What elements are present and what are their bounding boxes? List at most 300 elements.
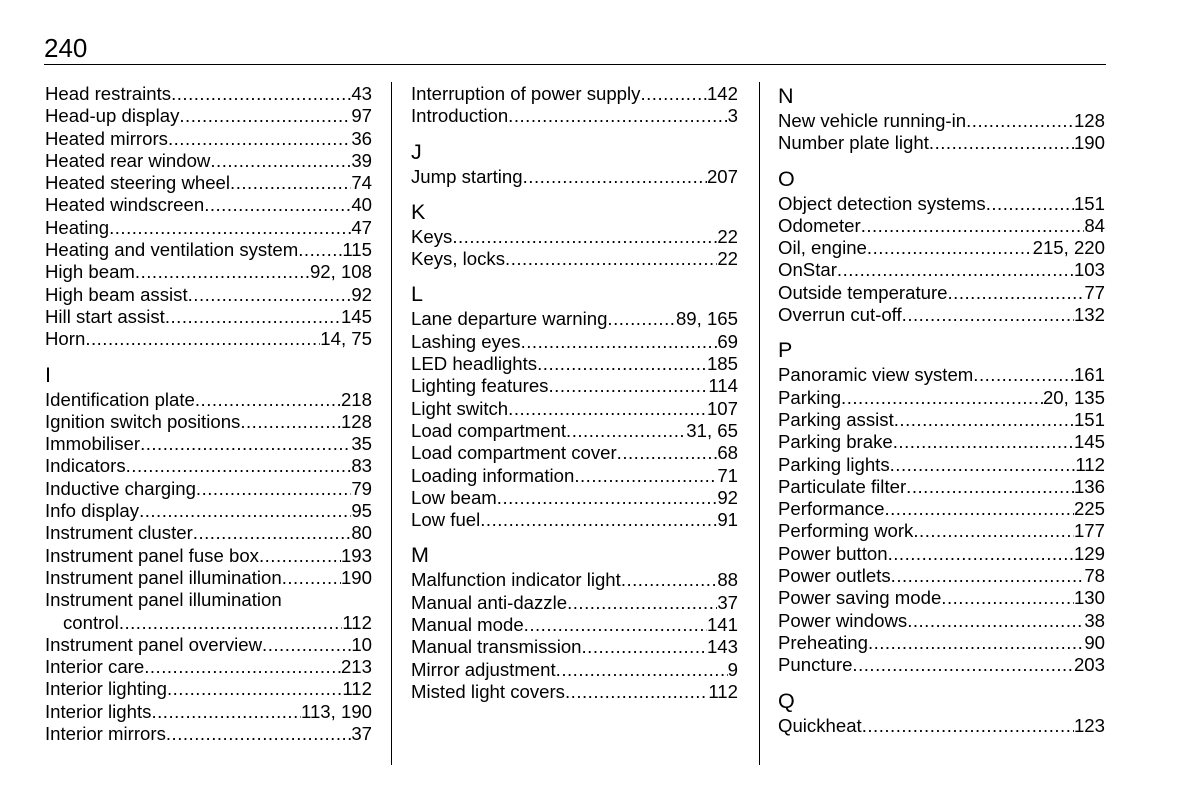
dot-leader — [497, 487, 718, 509]
section-letter: P — [778, 338, 793, 363]
index-term: Lighting features — [411, 375, 549, 397]
index-term: Immobiliser — [45, 433, 141, 455]
column-divider — [391, 82, 392, 765]
index-entry — [45, 545, 372, 567]
index-term: Info display — [45, 500, 140, 522]
dot-leader — [582, 636, 707, 658]
index-entry — [45, 411, 372, 433]
index-term: Malfunction indicator light — [411, 569, 621, 591]
page-reference: 112 — [342, 678, 372, 700]
index-entry — [45, 522, 372, 544]
section-letter: K — [411, 199, 426, 224]
page-reference: 77 — [1084, 281, 1105, 303]
page-reference: 3 — [727, 105, 738, 127]
index-term: Instrument cluster — [45, 522, 193, 544]
page-reference: 185 — [706, 353, 738, 375]
dot-leader — [204, 194, 351, 216]
dot-leader — [862, 715, 1074, 737]
page-reference: 225 — [1073, 498, 1105, 520]
index-term: Particulate filter — [778, 475, 907, 497]
index-entry — [45, 678, 372, 700]
index-entry — [778, 132, 1105, 154]
section-letter: I — [45, 362, 51, 387]
page-reference: 143 — [706, 636, 738, 658]
index-term: Heated mirrors — [45, 127, 168, 149]
page-reference: 39 — [351, 149, 372, 171]
page-reference: 151 — [1073, 408, 1105, 430]
index-term: Power saving mode — [778, 587, 942, 609]
index-term: Indicators — [45, 455, 126, 477]
page-reference: 92, 108 — [309, 261, 372, 283]
index-term: High beam — [45, 261, 135, 283]
dot-leader — [913, 520, 1074, 542]
index-entry — [778, 110, 1105, 132]
page-reference: 9 — [727, 658, 738, 680]
index-entry — [778, 237, 1105, 259]
dot-leader — [524, 614, 707, 636]
section-letter: M — [411, 543, 429, 568]
dot-leader — [151, 701, 301, 723]
index-entry — [411, 105, 738, 127]
dot-leader — [894, 409, 1074, 431]
index-entry — [45, 328, 372, 350]
index-term: Ignition switch positions — [45, 410, 241, 432]
page-number: 240 — [44, 33, 88, 63]
dot-leader — [139, 500, 351, 522]
page-reference: 47 — [351, 216, 372, 238]
page-reference: 213 — [340, 656, 372, 678]
index-column-3 — [778, 83, 1105, 737]
page-reference: 91 — [717, 509, 738, 531]
index-term: Outside temperature — [778, 281, 948, 303]
index-term: Heating and ventilation system — [45, 239, 299, 261]
index-entry — [411, 248, 738, 270]
index-term: Parking — [778, 386, 842, 408]
index-entry — [778, 632, 1105, 654]
dot-leader — [109, 217, 351, 239]
dot-leader — [179, 105, 351, 127]
index-term: Inductive charging — [45, 477, 196, 499]
index-entry — [45, 567, 372, 589]
dot-leader — [168, 128, 351, 150]
dot-leader — [852, 654, 1074, 676]
dot-leader — [548, 375, 708, 397]
index-column-2 — [411, 83, 738, 703]
index-term: Object detection systems — [778, 192, 986, 214]
page-reference: 207 — [706, 165, 738, 187]
page-reference: 74 — [351, 172, 372, 194]
index-entry — [411, 487, 738, 509]
dot-leader — [929, 132, 1074, 154]
dot-leader — [144, 656, 341, 678]
page-reference: 69 — [717, 330, 738, 352]
index-entry — [778, 715, 1105, 737]
page-reference: 37 — [351, 723, 372, 745]
index-entry — [411, 353, 738, 375]
dot-leader — [480, 509, 717, 531]
index-term: Puncture — [778, 654, 853, 676]
page-reference: 114 — [708, 375, 738, 397]
index-term: Manual transmission — [411, 636, 582, 658]
dot-leader — [841, 387, 1043, 409]
page-reference: 71 — [717, 464, 738, 486]
index-term-continuation: control — [63, 611, 119, 633]
dot-leader — [140, 433, 351, 455]
dot-leader — [119, 612, 343, 634]
index-entry — [45, 389, 372, 411]
page-reference: 129 — [1073, 542, 1105, 564]
index-entry — [778, 431, 1105, 453]
index-term: Performance — [778, 498, 885, 520]
column-divider — [759, 82, 760, 765]
dot-leader — [948, 282, 1085, 304]
dot-leader — [986, 193, 1074, 215]
index-term: Number plate light — [778, 132, 929, 154]
index-entry — [45, 701, 372, 723]
dot-leader — [210, 150, 351, 172]
index-term: Manual mode — [411, 614, 524, 636]
page-reference: 79 — [351, 477, 372, 499]
page-reference: 43 — [351, 83, 372, 104]
dot-leader — [567, 592, 717, 614]
dot-leader — [188, 284, 352, 306]
index-term: Hill start assist — [45, 305, 165, 327]
page-reference: 83 — [351, 455, 372, 477]
dot-leader — [861, 215, 1085, 237]
index-term: Parking brake — [778, 431, 893, 453]
dot-leader — [508, 105, 727, 127]
index-entry — [45, 306, 372, 328]
index-term: Odometer — [778, 214, 861, 236]
section-letter: L — [411, 282, 423, 307]
index-entry — [778, 364, 1105, 386]
index-term: Load compartment — [411, 419, 567, 441]
page-reference: 112 — [708, 680, 738, 702]
index-entry — [45, 105, 372, 127]
dot-leader — [452, 226, 717, 248]
dot-leader — [867, 237, 1033, 259]
index-entry — [411, 398, 738, 420]
index-term: Misted light covers — [411, 680, 565, 702]
index-entry — [411, 331, 738, 353]
index-entry — [411, 465, 738, 487]
dot-leader — [574, 465, 717, 487]
dot-leader — [521, 331, 718, 353]
dot-leader — [508, 398, 707, 420]
page-reference: 145 — [1073, 431, 1105, 453]
page-reference: 40 — [351, 194, 372, 216]
index-term: Head restraints — [45, 83, 172, 104]
index-entry — [45, 239, 372, 261]
page-reference: 84 — [1084, 214, 1105, 236]
index-entry — [778, 259, 1105, 281]
index-entry — [411, 442, 738, 464]
index-entry — [411, 166, 738, 188]
index-entry — [778, 654, 1105, 676]
dot-leader — [884, 498, 1074, 520]
index-entry — [411, 569, 738, 591]
dot-leader — [973, 364, 1074, 386]
index-term: Manual anti-dazzle — [411, 591, 568, 613]
page-reference: 130 — [1073, 587, 1105, 609]
index-entry — [45, 634, 372, 656]
index-term: Head-up display — [45, 105, 180, 127]
index-entry — [45, 194, 372, 216]
index-term: Identification plate — [45, 388, 195, 410]
page-reference: 123 — [1073, 714, 1105, 736]
dot-leader — [565, 681, 708, 703]
index-term: Heated steering wheel — [45, 172, 231, 194]
page-reference: 128 — [1073, 110, 1105, 131]
index-entry — [45, 150, 372, 172]
index-entry — [411, 420, 738, 442]
index-entry — [45, 217, 372, 239]
index-term: Interruption of power supply — [411, 83, 641, 104]
dot-leader — [262, 634, 351, 656]
index-term: High beam assist — [45, 283, 188, 305]
index-term: Lashing eyes — [411, 330, 521, 352]
index-term: Heated rear window — [45, 149, 211, 171]
page-reference: 132 — [1073, 304, 1105, 326]
index-term: Horn — [45, 328, 86, 350]
index-entry — [45, 589, 372, 611]
dot-leader — [888, 543, 1074, 565]
index-term: Load compartment cover — [411, 442, 617, 464]
index-entry — [778, 193, 1105, 215]
page-reference: 78 — [1084, 565, 1105, 587]
page-reference: 128 — [340, 410, 372, 432]
index-term: Heating — [45, 216, 110, 238]
page-reference: 89, 165 — [675, 308, 738, 330]
dot-leader — [566, 420, 686, 442]
index-term: Jump starting — [411, 165, 523, 187]
page-reference: 218 — [340, 388, 372, 410]
index-term: Keys, locks — [411, 248, 506, 270]
page-reference: 190 — [340, 566, 372, 588]
dot-leader — [868, 632, 1084, 654]
index-entry — [411, 308, 738, 330]
index-entry — [778, 520, 1105, 542]
index-term: Heated windscreen — [45, 194, 205, 216]
page-reference: 36 — [351, 127, 372, 149]
index-entry — [778, 304, 1105, 326]
page-reference: 68 — [717, 442, 738, 464]
index-entry — [411, 226, 738, 248]
index-term: Instrument panel overview — [45, 633, 263, 655]
dot-leader — [621, 569, 718, 591]
index-entry — [778, 215, 1105, 237]
index-term: Light switch — [411, 397, 509, 419]
index-term: Low fuel — [411, 509, 481, 531]
index-entry — [45, 656, 372, 678]
section-letter: J — [411, 139, 422, 164]
index-entry — [411, 592, 738, 614]
index-entry — [45, 723, 372, 745]
index-term: Interior care — [45, 656, 145, 678]
index-term: Panoramic view system — [778, 364, 974, 386]
section-letter: Q — [778, 688, 795, 713]
page-reference: 14, 75 — [320, 328, 372, 350]
page-reference: 88 — [717, 569, 738, 591]
dot-leader — [907, 610, 1084, 632]
index-entry — [411, 681, 738, 703]
dot-leader — [135, 261, 310, 283]
index-entry — [411, 375, 738, 397]
page-reference: 141 — [706, 614, 738, 636]
dot-leader — [126, 455, 352, 477]
index-entry-continuation — [45, 612, 372, 634]
page-reference: 112 — [342, 611, 372, 633]
page-reference: 22 — [717, 225, 738, 247]
page-reference: 38 — [1084, 609, 1105, 631]
index-entry — [778, 476, 1105, 498]
index-term: Power windows — [778, 609, 908, 631]
index-entry — [411, 83, 738, 105]
index-term: Lane departure warning — [411, 308, 608, 330]
index-entry — [778, 409, 1105, 431]
dot-leader — [193, 522, 352, 544]
index-term: Parking lights — [778, 453, 890, 475]
index-term: Power button — [778, 542, 888, 564]
page-reference: 177 — [1073, 520, 1105, 542]
section-letter: O — [778, 166, 795, 191]
index-entry — [45, 128, 372, 150]
dot-leader — [906, 476, 1074, 498]
index-term: Loading information — [411, 464, 575, 486]
dot-leader — [195, 389, 341, 411]
index-entry — [45, 500, 372, 522]
page-reference: 145 — [340, 305, 372, 327]
dot-leader — [893, 431, 1074, 453]
index-entry — [778, 498, 1105, 520]
index-term: Mirror adjustment — [411, 658, 556, 680]
index-entry — [45, 478, 372, 500]
dot-leader — [941, 587, 1074, 609]
page-reference: 20, 135 — [1042, 386, 1105, 408]
index-entry — [45, 284, 372, 306]
index-term: Quickheat — [778, 714, 862, 736]
index-entry — [778, 387, 1105, 409]
dot-leader — [505, 248, 717, 270]
index-term: Keys — [411, 225, 453, 247]
page-reference: 35 — [351, 433, 372, 455]
index-entry — [411, 659, 738, 681]
index-entry — [778, 565, 1105, 587]
page-reference: 37 — [717, 591, 738, 613]
page-reference: 136 — [1073, 475, 1105, 497]
index-term: Introduction — [411, 105, 509, 127]
page-reference: 107 — [706, 397, 738, 419]
index-entry — [778, 610, 1105, 632]
page-reference: 113, 190 — [301, 700, 372, 722]
index-term: Oil, engine — [778, 237, 867, 259]
index-entry — [45, 433, 372, 455]
page-reference: 97 — [351, 105, 372, 127]
dot-leader — [837, 259, 1074, 281]
dot-leader — [171, 83, 351, 105]
index-entry — [411, 636, 738, 658]
page-reference: 31, 65 — [686, 419, 738, 441]
dot-leader — [167, 678, 342, 700]
dot-leader — [966, 110, 1074, 132]
dot-leader — [196, 478, 351, 500]
dot-leader — [523, 166, 707, 188]
dot-leader — [230, 172, 351, 194]
index-entry — [778, 282, 1105, 304]
page-reference: 190 — [1073, 132, 1105, 154]
index-term: Interior lighting — [45, 678, 167, 700]
index-entry — [45, 83, 372, 105]
index-term: Instrument panel illumination — [45, 589, 282, 611]
index-term: Low beam — [411, 486, 497, 508]
index-entry — [778, 587, 1105, 609]
page-reference: 103 — [1073, 259, 1105, 281]
index-term: Preheating — [778, 631, 868, 653]
header-rule — [44, 64, 1106, 65]
index-term: LED headlights — [411, 353, 538, 375]
index-term: OnStar — [778, 259, 837, 281]
dot-leader — [166, 723, 351, 745]
page-reference: 10 — [351, 633, 372, 655]
index-column-1 — [45, 83, 372, 745]
page-reference: 215, 220 — [1032, 237, 1105, 259]
index-entry — [411, 509, 738, 531]
dot-leader — [902, 304, 1074, 326]
page-reference: 92 — [351, 283, 372, 305]
section-letter: N — [778, 84, 794, 108]
page-reference: 92 — [717, 486, 738, 508]
index-term: Performing work — [778, 520, 914, 542]
dot-leader — [282, 567, 341, 589]
page-reference: 142 — [706, 83, 738, 104]
dot-leader — [537, 353, 707, 375]
index-term: Interior lights — [45, 700, 152, 722]
index-term: Instrument panel fuse box — [45, 544, 259, 566]
index-term: Parking assist — [778, 408, 894, 430]
dot-leader — [617, 442, 718, 464]
index-term: New vehicle running-in — [778, 110, 967, 131]
index-entry — [411, 614, 738, 636]
index-term: Instrument panel illumination — [45, 566, 282, 588]
dot-leader — [85, 328, 320, 350]
dot-leader — [640, 83, 707, 105]
index-term: Interior mirrors — [45, 723, 166, 745]
dot-leader — [607, 308, 676, 330]
page-reference: 151 — [1073, 192, 1105, 214]
page-reference: 203 — [1073, 654, 1105, 676]
dot-leader — [259, 545, 341, 567]
page-reference: 80 — [351, 522, 372, 544]
index-entry — [778, 454, 1105, 476]
page-reference: 95 — [351, 500, 372, 522]
index-term: Overrun cut-off — [778, 304, 902, 326]
index-term: Power outlets — [778, 565, 891, 587]
index-entry — [45, 455, 372, 477]
index-entry — [45, 261, 372, 283]
page-reference: 112 — [1075, 453, 1105, 475]
page-reference: 193 — [340, 544, 372, 566]
dot-leader — [240, 411, 341, 433]
dot-leader — [298, 239, 342, 261]
dot-leader — [165, 306, 341, 328]
page-reference: 115 — [342, 239, 372, 261]
dot-leader — [890, 454, 1076, 476]
index-entry — [45, 172, 372, 194]
dot-leader — [891, 565, 1085, 587]
page-reference: 161 — [1073, 364, 1105, 386]
page-reference: 22 — [717, 248, 738, 270]
dot-leader — [556, 659, 728, 681]
